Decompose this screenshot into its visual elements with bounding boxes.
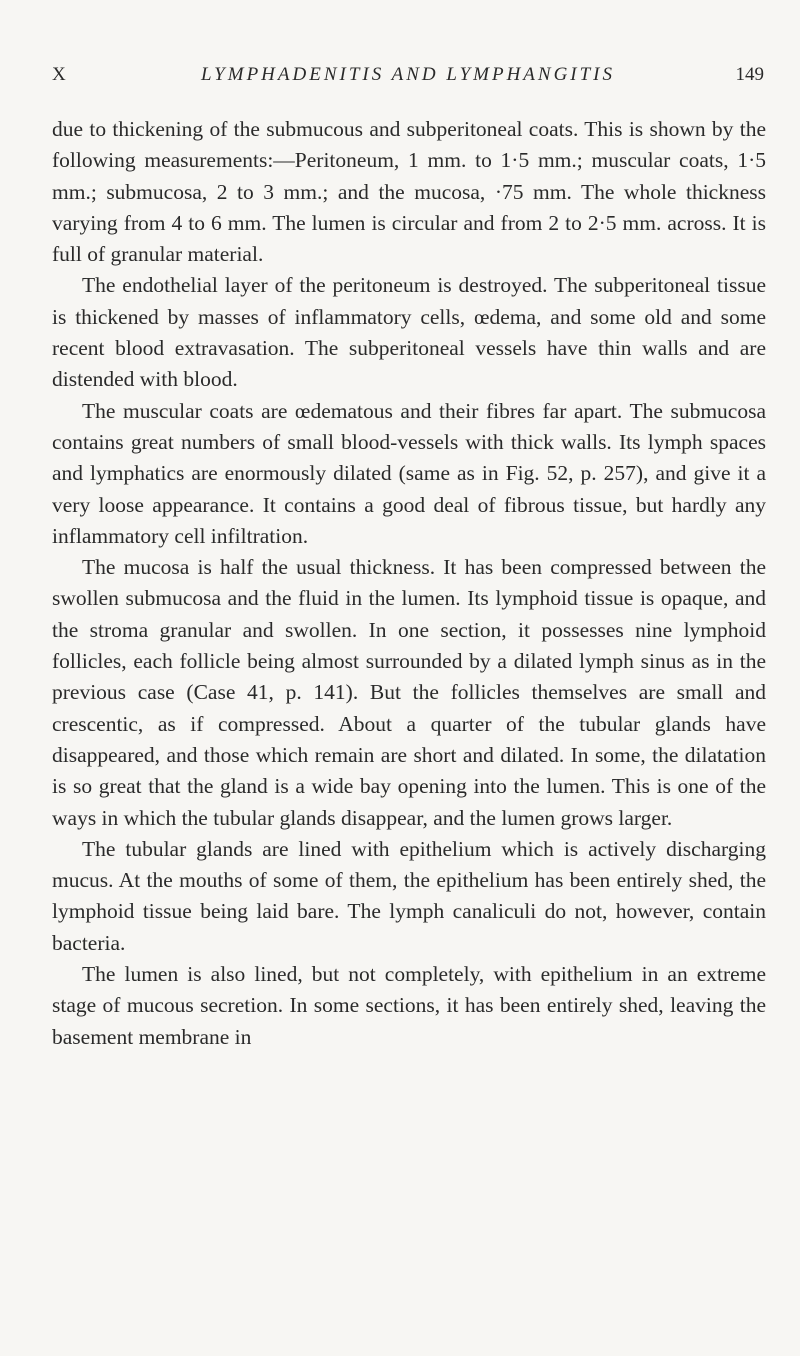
chapter-number: X [52, 64, 68, 85]
paragraph: The lumen is also lined, but not completely, with epithelium in an extreme stage of mucous secretion. In some sections, it has been entirely shed, leaving the basement membrane in [52, 962, 766, 1049]
paragraph: The muscular coats are œdematous and their fibres far apart. The submucosa contains great numbers of small blood-vessels with thick walls. Its lymph spaces and lymphatics are enormously dilated (same as in Fig. 52, p. 257), and give it a very loose appearance. It contains a good deal of fibrous tissue, but hardly any inflammatory cell infiltration. [52, 398, 766, 548]
running-header [52, 64, 764, 94]
paragraph: due to thickening of the submucous and subperitoneal coats. This is shown by the following measurements:—Peritoneum, 1 mm. to 1·5 mm.; muscular coats, 1·5 mm.; submucosa, 2 to 3 mm.; and the mucosa, ·75 mm. The whole thickness varying from 4 to 6 mm. The lumen is circular and from 2 to 2·5 mm. across. It is full of granular material. [52, 117, 766, 267]
paragraph: The tubular glands are lined with epithelium which is actively discharging mucus. At the mouths of some of them, the epithelium has been entirely shed, the lymphoid tissue being laid bare. The lymph canaliculi do not, however, contain bacteria. [52, 836, 766, 955]
page-number: 149 [735, 64, 764, 85]
running-title: LYMPHADENITIS AND LYMPHANGITIS [200, 64, 616, 85]
paragraph: The endothelial layer of the peritoneum is destroyed. The subperitoneal tissue is thickened by masses of inflammatory cells, œdema, and some old and some recent blood extravasation. The subperitoneal vessels have thin walls and are distended with blood. [52, 273, 766, 392]
body-text [52, 114, 766, 1053]
paragraph: The mucosa is half the usual thickness. It has been compressed between the swollen submucosa and the fluid in the lumen. Its lymphoid tissue is opaque, and the stroma granular and swollen. In one section, it possesses nine lymphoid follicles, each follicle being almost surrounded by a dilated lymph sinus as in the previous case (Case 41, p. 141). But the follicles themselves are small and crescentic, as if compressed. About a quarter of the tubular glands have disappeared, and those which remain are short and dilated. In some, the dilatation is so great that the gland is a wide bay opening into the lumen. This is one of the ways in which the tubular glands disappear, and the lumen grows larger. [52, 555, 766, 830]
